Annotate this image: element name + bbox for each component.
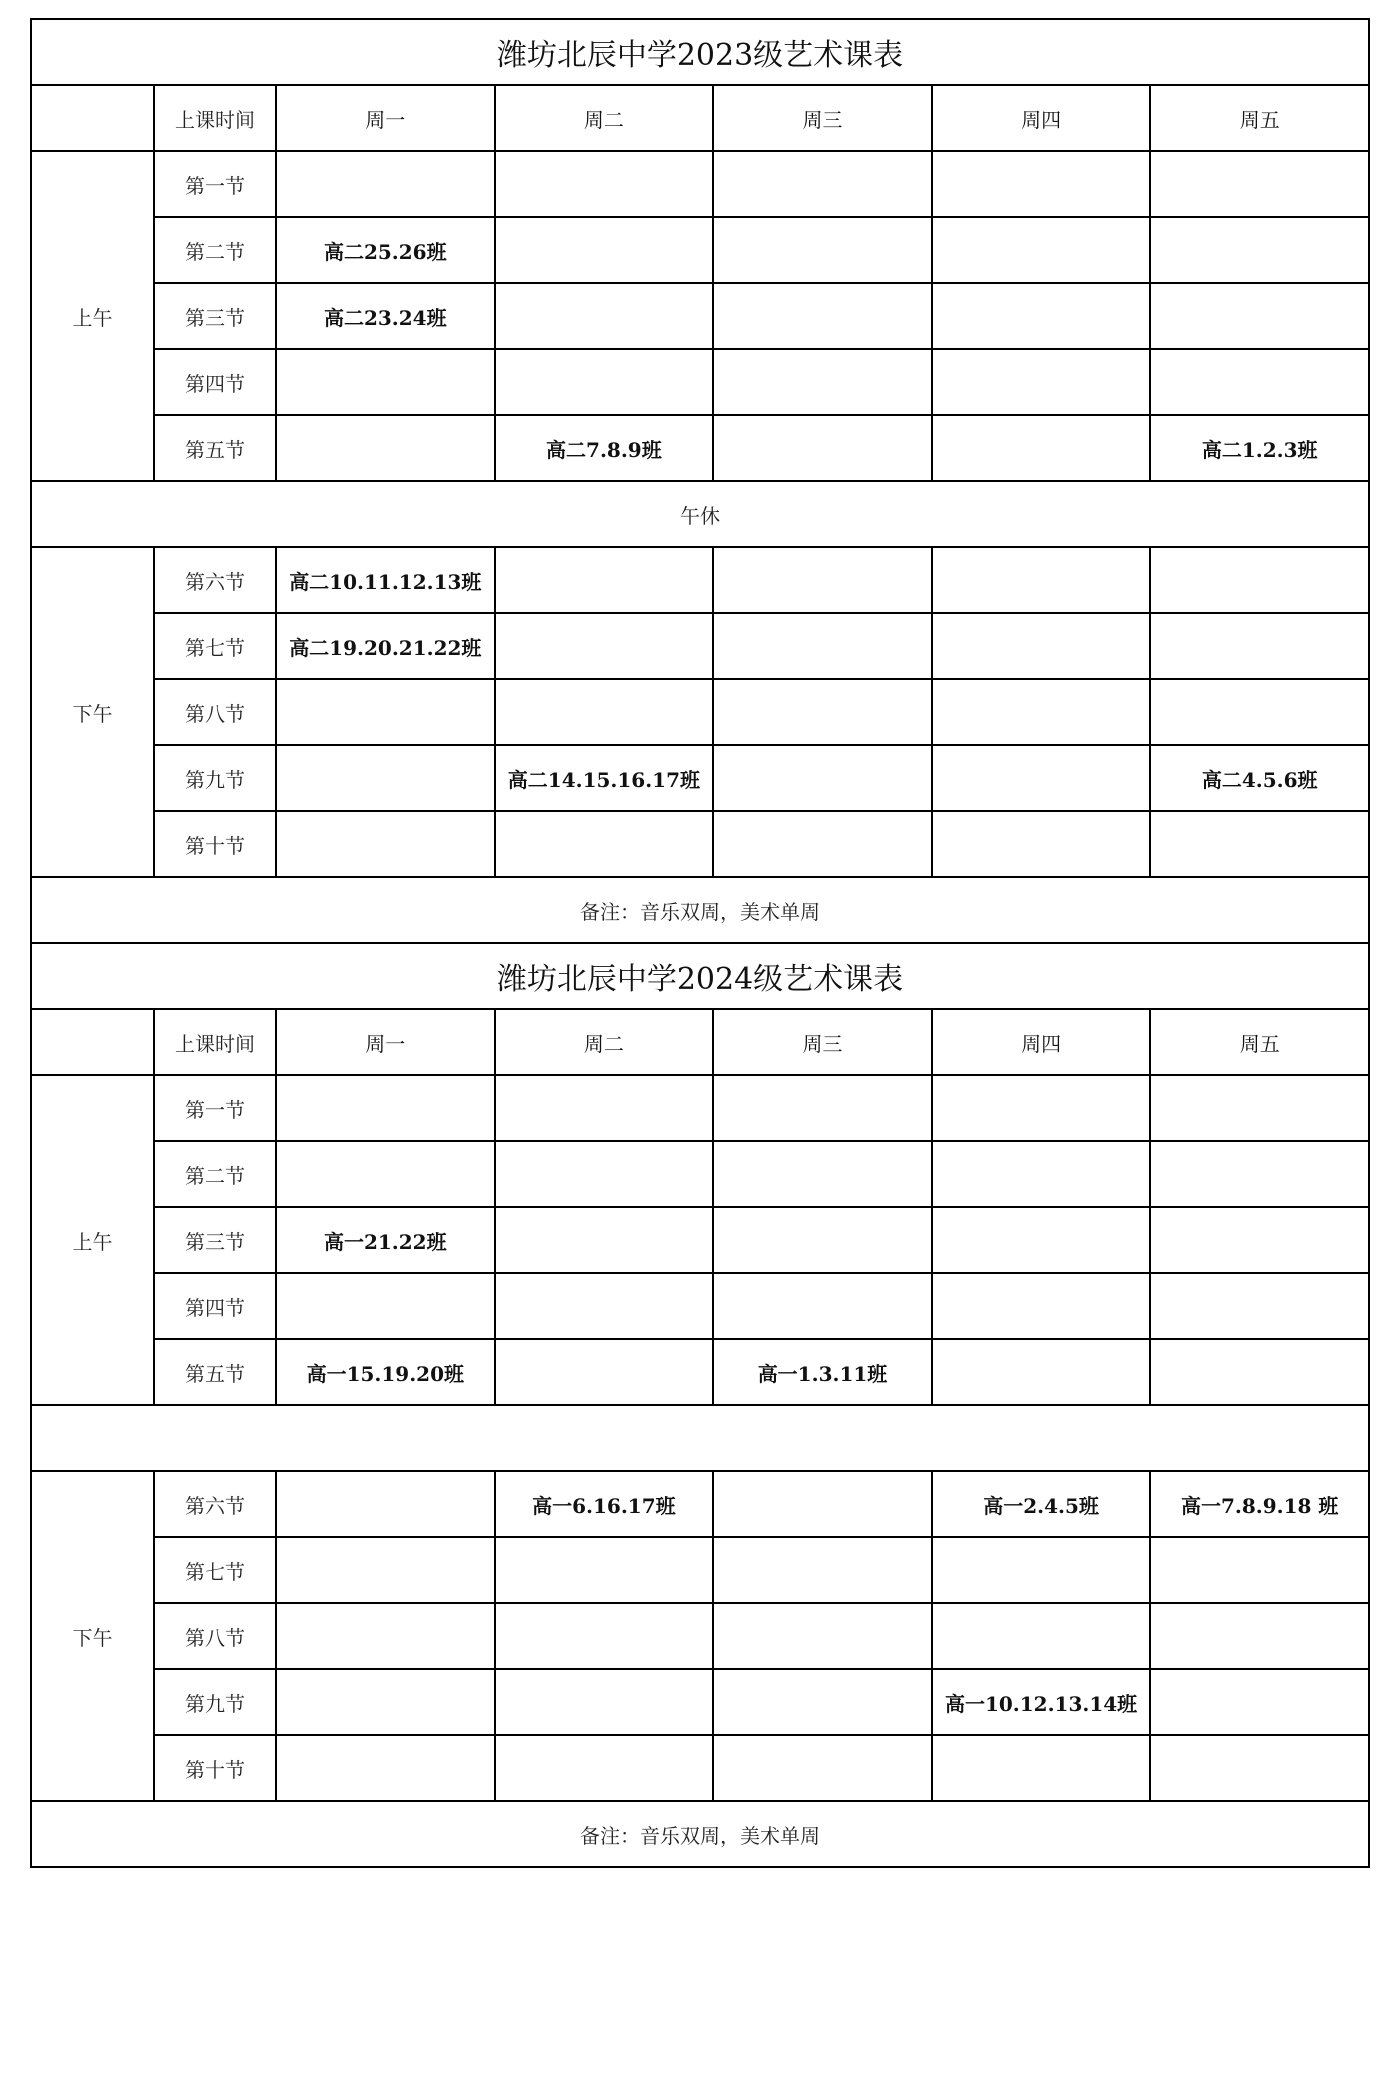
schedule-cell [276, 1537, 495, 1603]
title-row [31, 943, 1369, 1009]
period-row [31, 217, 1369, 283]
schedule-cell [1150, 1273, 1369, 1339]
morning-label: 上午 [31, 1075, 154, 1405]
period-row [31, 283, 1369, 349]
schedule-cell [1150, 1603, 1369, 1669]
schedule-cell: 高一1.3.11班 [713, 1339, 932, 1405]
schedule-cell [1150, 1669, 1369, 1735]
schedule-cell [1150, 547, 1369, 613]
period-label: 第八节 [154, 679, 276, 745]
schedule-cell [932, 217, 1151, 283]
schedule-cell: 高一2.4.5班 [932, 1471, 1151, 1537]
break-label [31, 1405, 1369, 1471]
schedule-cell [713, 1273, 932, 1339]
schedule-cell: 高一15.19.20班 [276, 1339, 495, 1405]
header-row [31, 85, 1369, 151]
schedule-cell [276, 1735, 495, 1801]
period-label: 第十节 [154, 811, 276, 877]
column-header: 周二 [495, 1009, 714, 1075]
schedule-cell [276, 415, 495, 481]
schedule-cell [495, 811, 714, 877]
schedule-cell [1150, 1075, 1369, 1141]
schedule-cell [495, 1273, 714, 1339]
schedule-cell: 高二19.20.21.22班 [276, 613, 495, 679]
schedule-cell [495, 1339, 714, 1405]
morning-label: 上午 [31, 151, 154, 481]
schedule-cell [932, 1537, 1151, 1603]
schedule-cell [495, 349, 714, 415]
schedule-cell [932, 349, 1151, 415]
period-row [31, 745, 1369, 811]
schedule-cell [932, 1339, 1151, 1405]
schedule-cell [713, 679, 932, 745]
schedule-cell [713, 547, 932, 613]
schedule-cell [1150, 1339, 1369, 1405]
break-row [31, 1405, 1369, 1471]
schedule-cell [276, 349, 495, 415]
schedule-cell [1150, 1141, 1369, 1207]
schedule-cell [932, 1603, 1151, 1669]
schedule-cell [1150, 679, 1369, 745]
schedule-cell [495, 1603, 714, 1669]
period-row [31, 1207, 1369, 1273]
period-row [31, 547, 1369, 613]
schedule-cell [932, 613, 1151, 679]
schedule-cell [495, 217, 714, 283]
period-label: 第八节 [154, 1603, 276, 1669]
period-row [31, 1471, 1369, 1537]
schedule-cell [276, 1273, 495, 1339]
schedule-cell [495, 1075, 714, 1141]
period-row [31, 1339, 1369, 1405]
period-row [31, 1141, 1369, 1207]
schedule-cell [932, 151, 1151, 217]
period-label: 第九节 [154, 745, 276, 811]
schedule-cell [713, 1207, 932, 1273]
schedule-cell [713, 1075, 932, 1141]
schedule-cell [495, 1537, 714, 1603]
schedule-cell [276, 1141, 495, 1207]
schedule-cell [713, 1735, 932, 1801]
schedule-cell [932, 1273, 1151, 1339]
period-row [31, 1537, 1369, 1603]
period-label: 第七节 [154, 613, 276, 679]
period-row [31, 349, 1369, 415]
schedule-cell: 高二14.15.16.17班 [495, 745, 714, 811]
schedule-cell: 高一6.16.17班 [495, 1471, 714, 1537]
column-header: 周一 [276, 1009, 495, 1075]
schedule-cell: 高二7.8.9班 [495, 415, 714, 481]
schedule-cell [276, 811, 495, 877]
column-header: 上课时间 [154, 85, 276, 151]
period-label: 第五节 [154, 415, 276, 481]
schedule-cell: 高二10.11.12.13班 [276, 547, 495, 613]
schedule-cell [1150, 217, 1369, 283]
schedule-cell: 高二1.2.3班 [1150, 415, 1369, 481]
schedule-cell [1150, 811, 1369, 877]
schedule-document [30, 18, 1368, 1868]
column-header: 周五 [1150, 85, 1369, 151]
schedule-cell [276, 151, 495, 217]
schedule-cell: 高二23.24班 [276, 283, 495, 349]
schedule-cell: 高一7.8.9.18 班 [1150, 1471, 1369, 1537]
schedule-cell [1150, 613, 1369, 679]
schedule-cell [713, 1603, 932, 1669]
period-label: 第一节 [154, 1075, 276, 1141]
schedule-cell [713, 613, 932, 679]
period-label: 第六节 [154, 1471, 276, 1537]
schedule-cell [495, 613, 714, 679]
period-label: 第四节 [154, 349, 276, 415]
note: 备注：音乐双周，美术单周 [31, 1801, 1369, 1867]
schedule-cell [1150, 1735, 1369, 1801]
schedule-cell [932, 811, 1151, 877]
schedule-cell [932, 1075, 1151, 1141]
period-row [31, 1075, 1369, 1141]
period-label: 第三节 [154, 1207, 276, 1273]
table-title: 潍坊北辰中学2023级艺术课表 [31, 19, 1369, 85]
break-label: 午休 [31, 481, 1369, 547]
schedule-cell [495, 283, 714, 349]
schedule-cell [276, 1603, 495, 1669]
schedule-cell: 高二25.26班 [276, 217, 495, 283]
schedule-cell [1150, 151, 1369, 217]
schedule-cell [713, 745, 932, 811]
period-row [31, 1603, 1369, 1669]
schedule-cell [495, 151, 714, 217]
period-label: 第七节 [154, 1537, 276, 1603]
header-blank [31, 1009, 154, 1075]
period-label: 第十节 [154, 1735, 276, 1801]
schedule-cell [713, 151, 932, 217]
period-label: 第二节 [154, 217, 276, 283]
schedule-cell [713, 415, 932, 481]
schedule-cell [495, 547, 714, 613]
column-header: 周四 [932, 85, 1151, 151]
afternoon-label: 下午 [31, 1471, 154, 1801]
column-header: 周五 [1150, 1009, 1369, 1075]
period-row [31, 613, 1369, 679]
schedule-cell [932, 1735, 1151, 1801]
schedule-cell [932, 283, 1151, 349]
period-label: 第一节 [154, 151, 276, 217]
schedule-cell [932, 1141, 1151, 1207]
schedule-cell [713, 1537, 932, 1603]
schedule-cell [713, 1471, 932, 1537]
schedule-cell [495, 1669, 714, 1735]
schedule-cell: 高二4.5.6班 [1150, 745, 1369, 811]
schedule-cell [713, 283, 932, 349]
column-header: 周三 [713, 85, 932, 151]
schedule-cell [495, 1141, 714, 1207]
schedule-cell [495, 1207, 714, 1273]
column-header: 周三 [713, 1009, 932, 1075]
column-header: 上课时间 [154, 1009, 276, 1075]
period-row [31, 151, 1369, 217]
schedule-cell [276, 1669, 495, 1735]
schedule-cell: 高一21.22班 [276, 1207, 495, 1273]
schedule-cell [1150, 349, 1369, 415]
period-row [31, 415, 1369, 481]
break-row [31, 481, 1369, 547]
schedule-cell [713, 1669, 932, 1735]
schedule-cell [276, 1075, 495, 1141]
period-label: 第二节 [154, 1141, 276, 1207]
schedule-cell [495, 679, 714, 745]
schedule-cell [713, 811, 932, 877]
schedule-cell [1150, 1207, 1369, 1273]
schedule-cell [713, 1141, 932, 1207]
schedule-cell [932, 415, 1151, 481]
period-row [31, 679, 1369, 745]
schedule-cell [713, 217, 932, 283]
afternoon-label: 下午 [31, 547, 154, 877]
schedule-cell [276, 745, 495, 811]
period-label: 第六节 [154, 547, 276, 613]
schedule-cell [932, 745, 1151, 811]
schedule-cell [932, 1207, 1151, 1273]
schedule-cell [932, 547, 1151, 613]
note: 备注：音乐双周，美术单周 [31, 877, 1369, 943]
column-header: 周二 [495, 85, 714, 151]
title-row [31, 19, 1369, 85]
schedule-cell [276, 1471, 495, 1537]
column-header: 周四 [932, 1009, 1151, 1075]
schedule-cell: 高一10.12.13.14班 [932, 1669, 1151, 1735]
schedule-cell [1150, 283, 1369, 349]
period-label: 第五节 [154, 1339, 276, 1405]
schedule-cell [495, 1735, 714, 1801]
header-blank [31, 85, 154, 151]
table-title: 潍坊北辰中学2024级艺术课表 [31, 943, 1369, 1009]
note-row [31, 1801, 1369, 1867]
period-label: 第四节 [154, 1273, 276, 1339]
schedule-cell [713, 349, 932, 415]
schedule-cell [932, 679, 1151, 745]
schedule-table [30, 18, 1370, 1868]
period-row [31, 1669, 1369, 1735]
schedule-cell [276, 679, 495, 745]
schedule-cell [1150, 1537, 1369, 1603]
column-header: 周一 [276, 85, 495, 151]
period-label: 第三节 [154, 283, 276, 349]
period-row [31, 1735, 1369, 1801]
period-row [31, 811, 1369, 877]
header-row [31, 1009, 1369, 1075]
period-row [31, 1273, 1369, 1339]
period-label: 第九节 [154, 1669, 276, 1735]
note-row [31, 877, 1369, 943]
